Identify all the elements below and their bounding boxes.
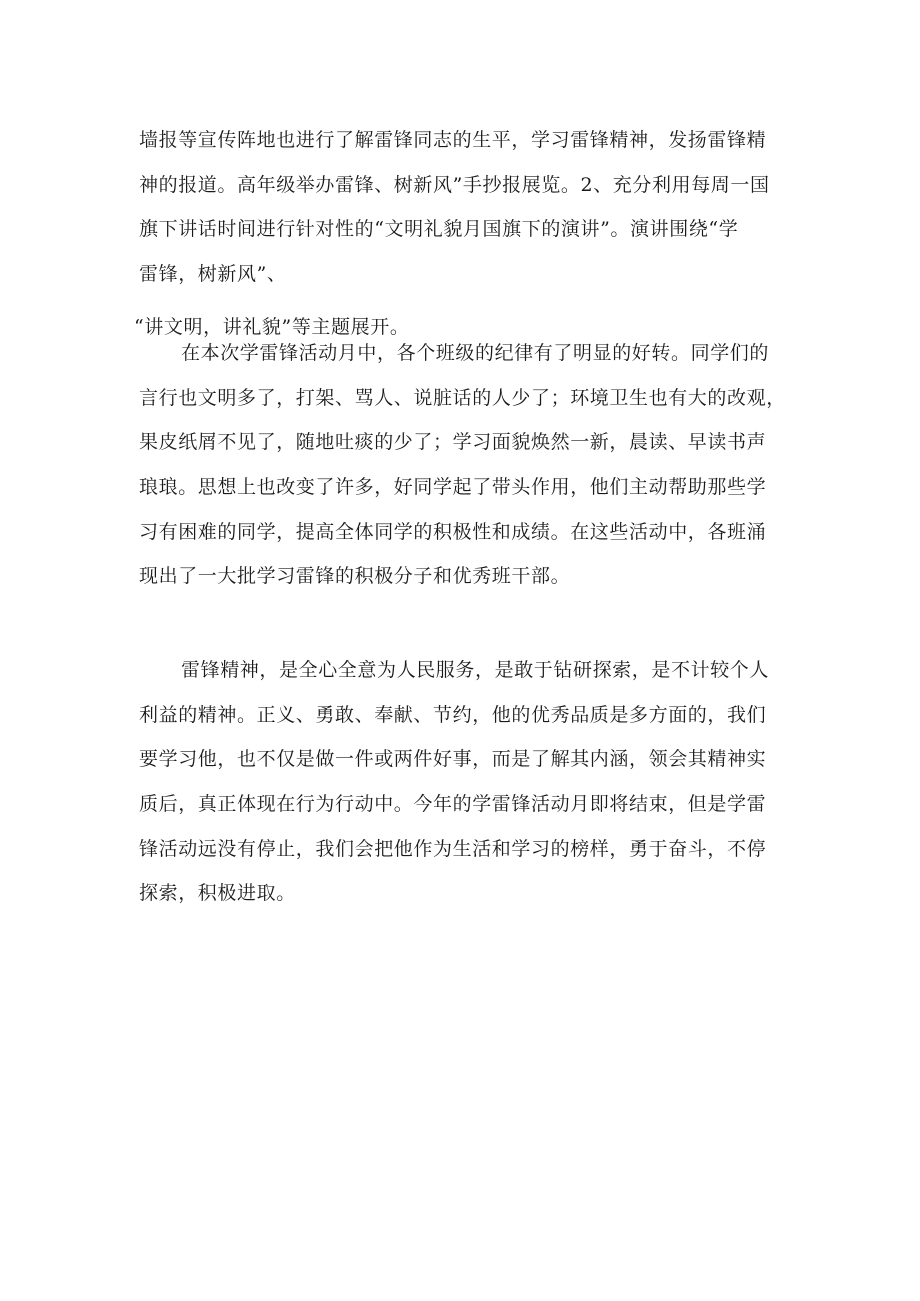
text-line: 利益的精神。正义、勇敢、奉献、节约，他的优秀品质是多方面的，我们 — [139, 703, 767, 726]
text-line: 言行也文明多了，打架、骂人、说脏话的人少了；环境卫生也有大的改观， — [139, 386, 786, 409]
text-line: 果皮纸屑不见了，随地吐痰的少了；学习面貌焕然一新，晨读、早读书声 — [139, 431, 767, 454]
text-line: 雷锋精神，是全心全意为人民服务，是敢于钻研探索，是不计较个人 — [181, 659, 770, 681]
paragraph-activity-results — [139, 331, 786, 599]
text-line: 神的报道。高年级举办雷锋、树新风”手抄报展览。2、充分利用每周一国 — [139, 173, 770, 196]
paragraph-lei-feng-spirit — [139, 648, 779, 916]
text-line: 旗下讲话时间进行针对性的“文明礼貌月国旗下的演讲”。演讲围绕“学 — [139, 218, 739, 241]
text-line: 习有困难的同学，提高全体同学的积极性和成绩。在这些活动中，各班涌 — [139, 520, 767, 543]
text-line: “讲文明，讲礼貌”等主题展开。 — [134, 316, 410, 338]
text-line: 在本次学雷锋活动月中，各个班级的纪律有了明显的好转。同学们的 — [181, 342, 770, 364]
text-line: 要学习他，也不仅是做一件或两件好事，而是了解其内涵，领会其精神实 — [139, 748, 767, 771]
text-line: 质后，真正体现在行为行动中。今年的学雷锋活动月即将结束，但是学雷 — [139, 793, 767, 816]
text-block-top — [139, 118, 779, 297]
text-line: 雷锋，树新风”、 — [139, 263, 287, 286]
text-line: 琅琅。思想上也改变了许多，好同学起了带头作用，他们主动帮助那些学 — [139, 476, 767, 499]
text-line: 墙报等宣传阵地也进行了解雷锋同志的生平，学习雷锋精神，发扬雷锋精 — [139, 129, 767, 151]
text-line: 锋活动远没有停止，我们会把他作为生活和学习的榜样，勇于奋斗，不停 — [139, 837, 767, 860]
text-line: 现出了一大批学习雷锋的积极分子和优秀班干部。 — [139, 565, 571, 588]
text-line: 探索，积极进取。 — [139, 882, 296, 905]
